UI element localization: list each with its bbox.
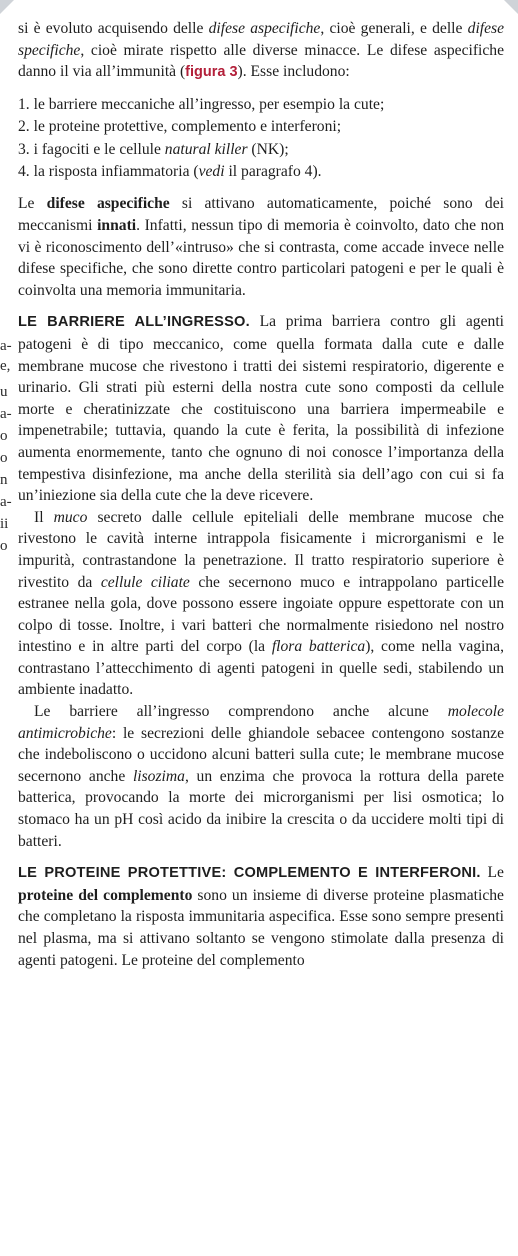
margin-fragment: a- (0, 494, 12, 510)
margin-fragment: o (0, 428, 8, 444)
margin-fragment: n (0, 472, 8, 488)
proteins-paragraph: LE PROTEINE PROTETTIVE: COMPLEMENTO E INTERFERONI. Le proteine del complemento sono un insieme di diverse proteine plasmatiche che completano la risposta immunitaria aspecifica. Esse sono sempre presenti nel plasma, ma si attivano soltanto se vengono stimolate dalla presenza di agenti patogeni. Le proteine del complemento (18, 864, 504, 969)
margin-fragment: a- (0, 406, 12, 422)
defenses-list (18, 94, 504, 184)
list-item: 2. le proteine protettive, complemento e interferoni; (18, 118, 342, 136)
margin-fragment: o (0, 450, 8, 466)
list-item: 3. i fagociti e le cellule natural killer (NK); (18, 140, 289, 158)
page-corner-right (504, 0, 518, 14)
margin-fragment: ii (0, 516, 9, 532)
section-heading: LE BARRIERE ALL’INGRESSO. (18, 314, 250, 331)
list-item: 1. le barriere meccaniche all’ingresso, per esempio la cute; (18, 95, 385, 113)
intro-paragraph: si è evoluto acquisendo delle difese aspecifiche, cioè generali, e delle difese specifiche, cioè mirate rispetto alle diverse minacce. Le difese aspecifiche danno il via all’immunità (figura 3). Esse includono: (18, 20, 505, 81)
antimicrobial-paragraph: Le barriere all’ingresso comprendono anche alcune molecole antimicrobiche: le secrezioni delle ghiandole sebacee contengono sostanze che indeboliscono o uccidono alcuni batteri sulla cute; le membrane mucose secernono anche lisozima, un enzima che provoca la rottura della parete batterica, provocando la morte dei microrganismi per lisi osmotica; lo stomaco ha un pH così acido da inibire la crescita o da uccidere molti tipi di batteri. (18, 703, 504, 850)
text-column (18, 18, 504, 971)
margin-fragment: o (0, 538, 8, 554)
mucus-paragraph: Il muco secreto dalle cellule epiteliali delle membrane mucose che rivestono le cavità interne intrappola fisicamente i microrganismi e le impurità, contrastandone la penetrazione. Il tratto respiratorio superiore è rivestito da cellule ciliate che secernono muco e intrappolano particelle estranee nella gola, dove possono essere ingoiate oppure espettorate con un colpo di tosse. Inoltre, i vari batteri che normalmente risiedono nel nostro intestino e in altre parti del corpo (la flora batterica), come nella vagina, contrastano l’attecchimento di agenti patogeni in quelle sedi, stabilendo un ambiente inadatto. (18, 508, 505, 699)
figure-reference-link[interactable]: figura 3 (185, 64, 238, 81)
margin-fragment: e, (0, 358, 11, 374)
previous-column-fragment (0, 0, 12, 1256)
barriers-paragraph: LE BARRIERE ALL’INGRESSO. La prima barriera contro gli agenti patogeni è di tipo meccanico, come quella formata dalla cute e dalle membrane mucose che rivestono i tratti dei sistemi respiratorio, digerente e urinario. Gli strati più esterni della nostra cute sono composti da cellule morte e cheratinizzate che costituiscono una barriera impermeabile e impenetrabile; tuttavia, quando la cute è ferita, la possibilità di infezione aumenta enormemente, tanto che ognuno di noi conosce l’importanza della tempestiva disinfezione, ma anche della sterilità sia dell’ago con cui si fa un’iniezione sia della cute che la deve ricevere. (18, 313, 504, 505)
margin-fragment: a- (0, 338, 12, 354)
section-heading: LE PROTEINE PROTETTIVE: COMPLEMENTO E INTERFERONI. (18, 865, 481, 882)
list-item: 4. la risposta infiammatoria (vedi il paragrafo 4). (18, 163, 322, 180)
margin-fragment: u (0, 384, 8, 400)
aspecific-defenses-paragraph: Le difese aspecifiche si attivano automaticamente, poiché sono dei meccanismi innati. Infatti, nessun tipo di memoria è coinvolto, dato che non vi è riconoscimento dell’«intruso» che si contrasta, come accade invece nelle difese specifiche, che sono dirette contro particolari patogeni e per le quali è coinvolta una memoria immunitaria. (18, 195, 504, 299)
